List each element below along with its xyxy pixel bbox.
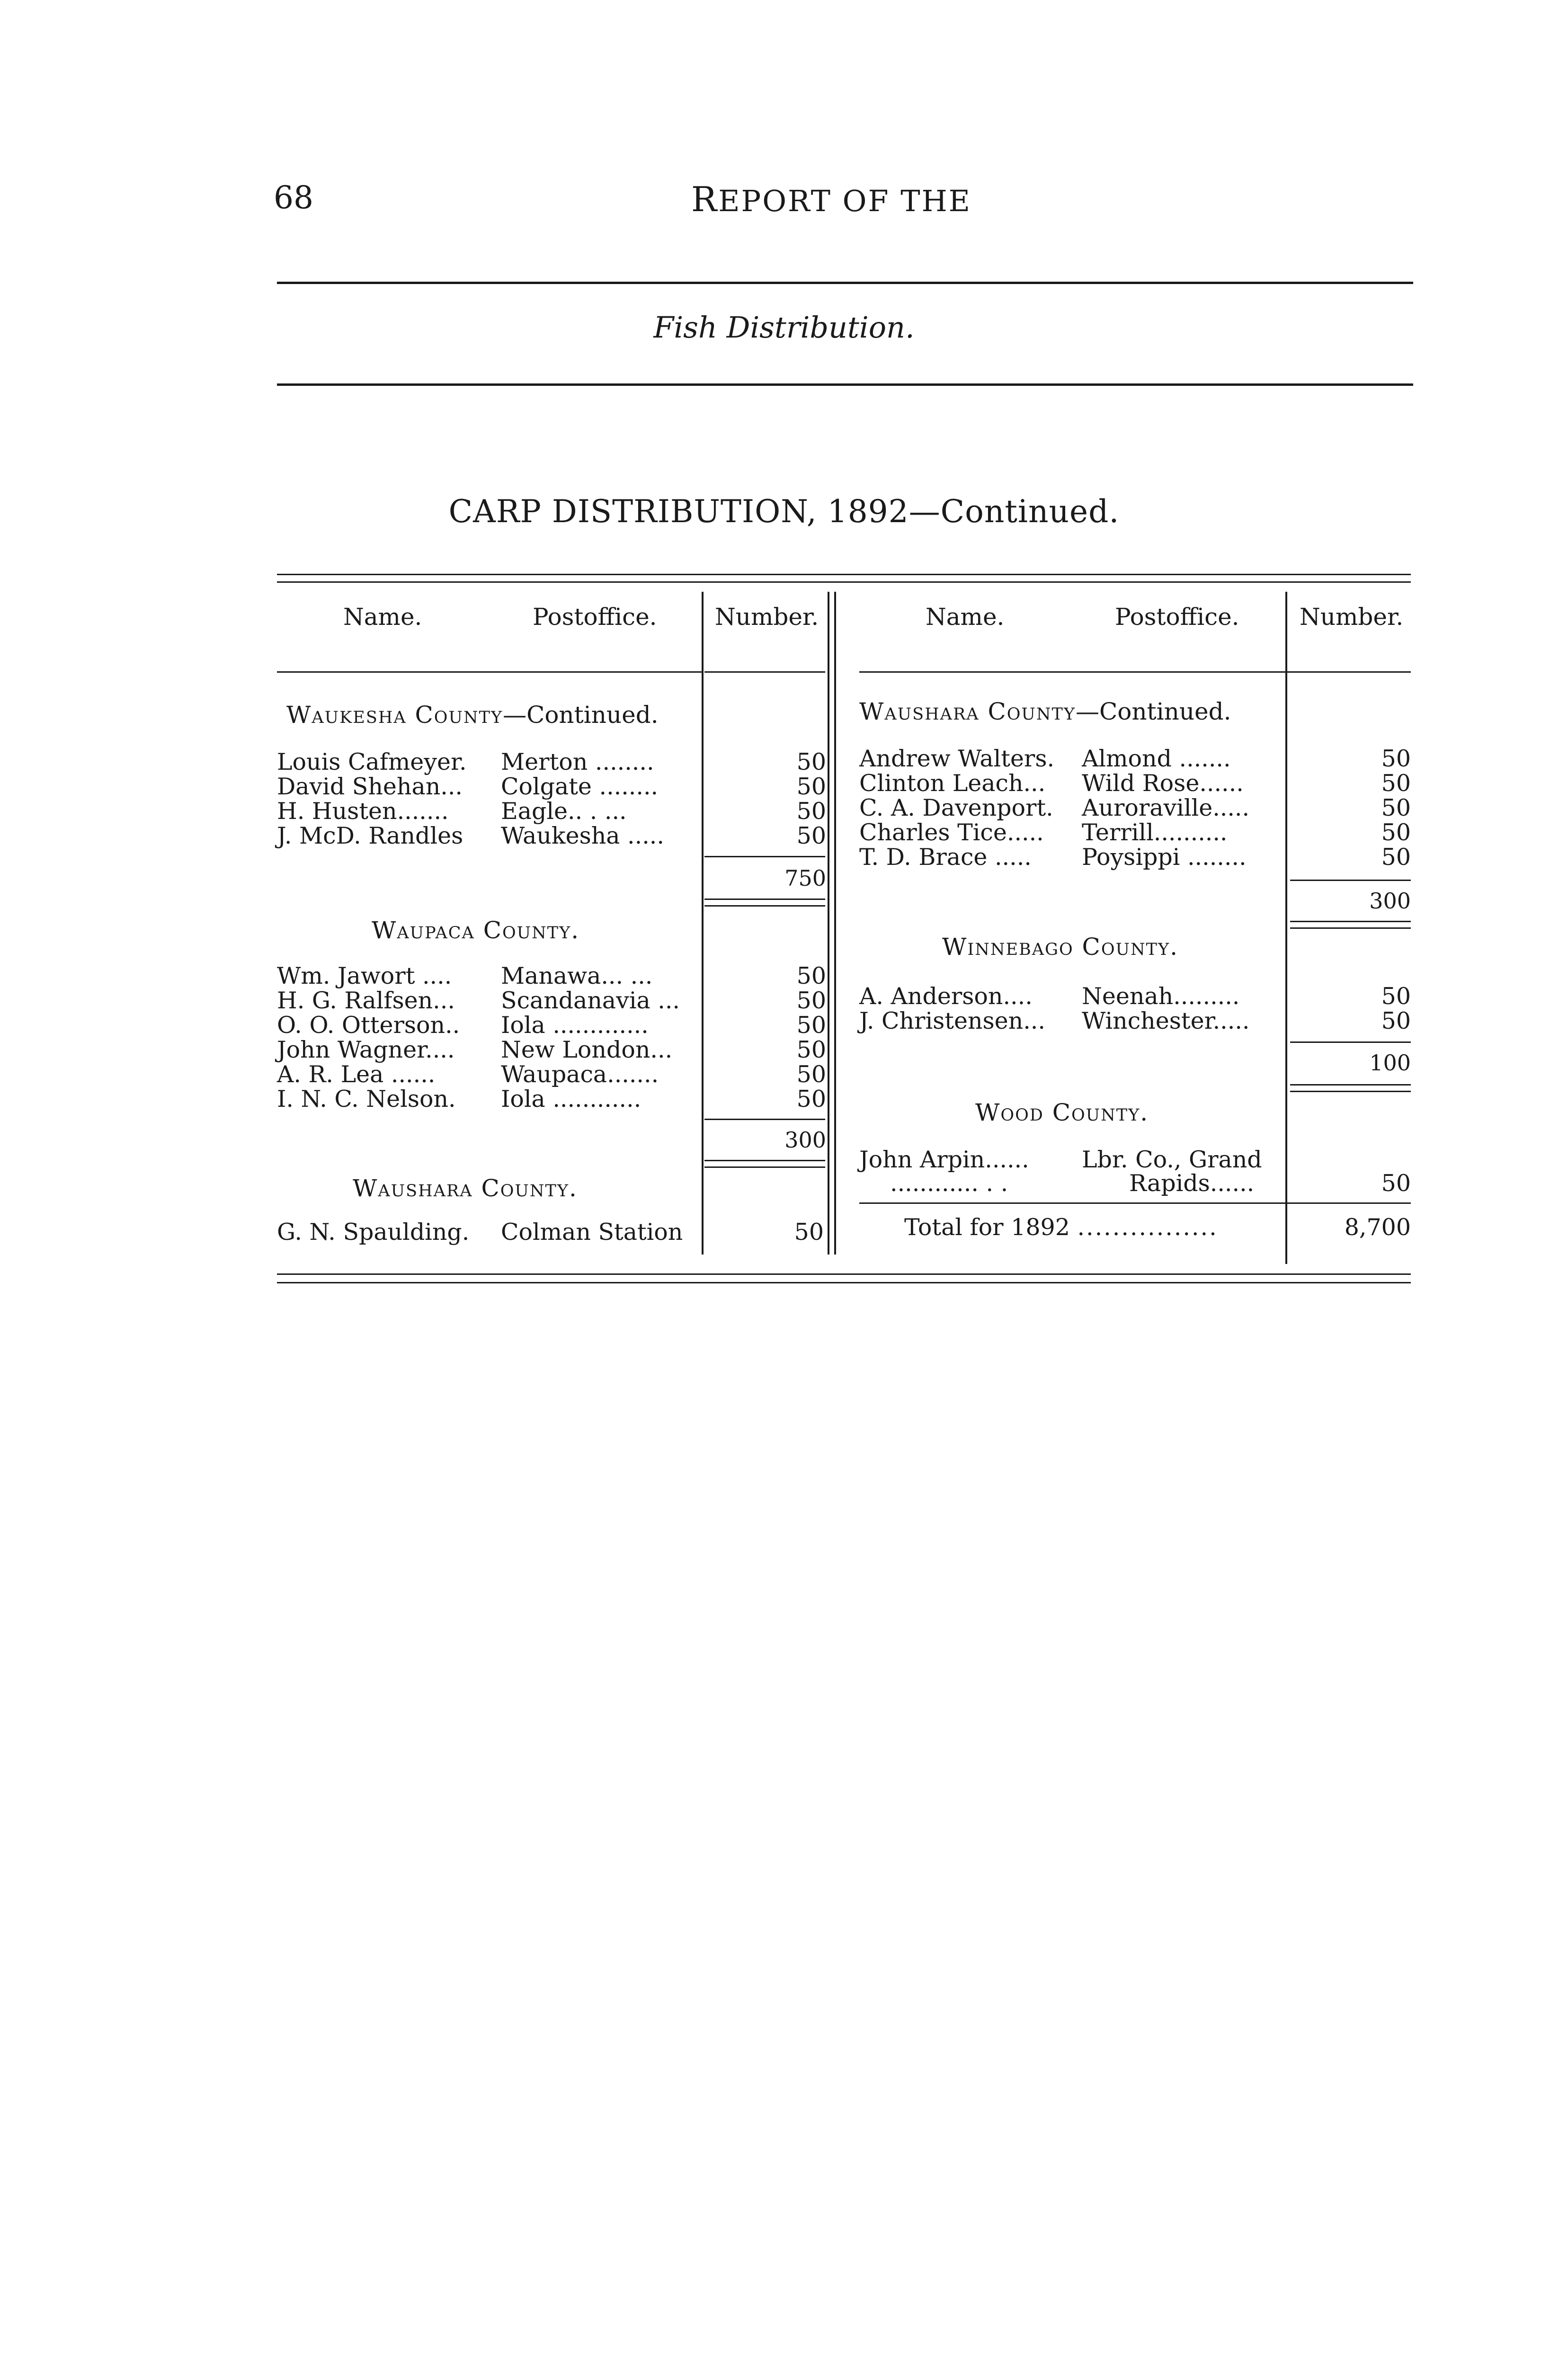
county-heading-wood: Wood County. bbox=[975, 1099, 1149, 1126]
row-name: H. G. Ralfsen... bbox=[277, 987, 455, 1014]
row-number: 50 bbox=[796, 1061, 826, 1088]
row-name: Charles Tice..... bbox=[859, 819, 1044, 846]
county-name: Waushara County bbox=[859, 698, 1076, 725]
table-row bbox=[277, 1220, 469, 1244]
row-number: 50 bbox=[1381, 794, 1411, 821]
row-number: 50 bbox=[796, 1036, 826, 1063]
grand-total-number: 8,700 bbox=[1344, 1214, 1411, 1241]
subtotal-double-rule bbox=[1290, 921, 1411, 922]
vline-center-b bbox=[834, 592, 836, 1255]
table-row-postoffice: Merton ........ bbox=[501, 748, 654, 775]
row-name: I. N. C. Nelson. bbox=[277, 1086, 456, 1112]
row-name: H. Husten....... bbox=[277, 798, 449, 825]
table-bottom-rule bbox=[277, 1273, 1411, 1275]
table-top-rule bbox=[277, 574, 1411, 575]
header-bottom-rule-right bbox=[859, 671, 1411, 673]
row-number: 50 bbox=[796, 773, 826, 800]
table-row-postoffice: Iola ............. bbox=[501, 1012, 649, 1039]
row-number: 50 bbox=[1381, 770, 1411, 797]
table-row-postoffice: Scandanavia ... bbox=[501, 987, 680, 1014]
row-number: 50 bbox=[796, 1012, 826, 1039]
table-row-postoffice: Waukesha ..... bbox=[501, 822, 664, 849]
row-number: 50 bbox=[794, 1219, 824, 1246]
table-row bbox=[859, 821, 1044, 844]
table-row bbox=[859, 845, 1032, 869]
table-row-postoffice: Colman Station bbox=[501, 1219, 683, 1246]
table-row-postoffice: New London... bbox=[501, 1036, 673, 1063]
table-row-postoffice: Wild Rose...... bbox=[1082, 770, 1244, 797]
table-row bbox=[277, 824, 463, 847]
vline-right-number bbox=[1285, 592, 1287, 1264]
continued-label: —Continued. bbox=[1076, 698, 1231, 725]
row-name: J. Christensen... bbox=[859, 1007, 1045, 1034]
table-row-postoffice: Almond ....... bbox=[1082, 745, 1231, 772]
grand-total-text: Total for 1892 bbox=[904, 1214, 1070, 1241]
row-name: T. D. Brace ..... bbox=[859, 844, 1032, 871]
table-row bbox=[277, 1087, 456, 1111]
row-number: 50 bbox=[796, 798, 826, 825]
county-heading-waupaca: Waupaca County. bbox=[372, 917, 580, 944]
header-bottom-rule bbox=[277, 671, 703, 673]
subtotal-double-rule-2 bbox=[1290, 927, 1411, 929]
table-row bbox=[277, 1063, 435, 1086]
table-top-rule-2 bbox=[277, 581, 1411, 583]
table-row-postoffice: Winchester..... bbox=[1082, 1007, 1250, 1034]
county-heading-waushara-cont bbox=[859, 700, 1231, 723]
row-name: John Arpin...... bbox=[859, 1146, 1029, 1173]
grand-total-label bbox=[904, 1216, 1218, 1239]
county-heading-waukesha bbox=[286, 703, 659, 727]
row-number: 50 bbox=[796, 987, 826, 1014]
row-name: John Wagner.... bbox=[277, 1036, 455, 1063]
vline-left-number bbox=[702, 592, 704, 1255]
subtotal-rule bbox=[704, 1119, 825, 1120]
row-name: Louis Cafmeyer. bbox=[277, 748, 467, 775]
row-name: G. N. Spaulding. bbox=[277, 1219, 470, 1246]
row-number: 50 bbox=[1381, 983, 1411, 1010]
subtotal-rule bbox=[1290, 1041, 1411, 1043]
grand-total-leader: ................ bbox=[1077, 1214, 1218, 1241]
table-row-postoffice: Terrill.......... bbox=[1082, 819, 1228, 846]
row-name: A. R. Lea ...... bbox=[277, 1061, 436, 1088]
row-name: O. O. Otterson.. bbox=[277, 1012, 460, 1039]
row-name: Wm. Jawort .... bbox=[277, 962, 452, 989]
subtotal-double-rule bbox=[704, 1160, 825, 1161]
table-row bbox=[859, 1148, 1029, 1171]
county-name: Waukesha County bbox=[286, 701, 503, 729]
table-row bbox=[859, 747, 1054, 770]
row-number: 50 bbox=[796, 1086, 826, 1112]
table-row bbox=[859, 985, 1033, 1008]
row-number: 50 bbox=[1381, 844, 1411, 871]
county-heading-waushara: Waushara County. bbox=[353, 1175, 578, 1202]
table-row-postoffice: Iola ............ bbox=[501, 1086, 641, 1112]
row-number: 50 bbox=[1381, 1170, 1411, 1197]
subtotal-rule bbox=[704, 856, 825, 857]
row-number: 50 bbox=[796, 962, 826, 989]
row-number: 50 bbox=[796, 822, 826, 849]
table-row-postoffice-cont: Rapids...... bbox=[1129, 1170, 1255, 1197]
subtotal-rule bbox=[1290, 880, 1411, 881]
subtotal-winnebago: 100 bbox=[1369, 1050, 1411, 1076]
subtotal-double-rule bbox=[704, 899, 825, 900]
row-name: David Shehan... bbox=[277, 773, 463, 800]
table-row bbox=[277, 989, 455, 1012]
subtotal-waushara: 300 bbox=[1369, 888, 1411, 914]
header-number-right: Number. bbox=[1300, 603, 1404, 631]
table-row-postoffice: Lbr. Co., Grand bbox=[1082, 1146, 1262, 1173]
table-row bbox=[277, 750, 467, 774]
header-postoffice-right: Postoffice. bbox=[1115, 603, 1239, 631]
row-name: Clinton Leach... bbox=[859, 770, 1046, 797]
table-row-postoffice: Auroraville..... bbox=[1082, 794, 1250, 821]
grand-total-top-rule bbox=[859, 1202, 1411, 1204]
table-row-name-leader: ............ . . bbox=[890, 1170, 1008, 1197]
table-row-postoffice: Manawa... ... bbox=[501, 962, 653, 989]
subtotal-waukesha: 750 bbox=[784, 865, 826, 891]
row-name: Andrew Walters. bbox=[859, 745, 1055, 772]
table-row bbox=[859, 772, 1045, 795]
subtotal-double-rule-2 bbox=[1290, 1091, 1411, 1092]
continued-label: —Continued. bbox=[503, 701, 659, 729]
subtotal-waupaca: 300 bbox=[784, 1127, 826, 1153]
table-row-postoffice: Neenah......... bbox=[1082, 983, 1240, 1010]
header-postoffice-left: Postoffice. bbox=[533, 603, 657, 631]
running-head-initial: R bbox=[691, 179, 719, 219]
table-row-postoffice: Poysippi ........ bbox=[1082, 844, 1247, 871]
table-row bbox=[859, 1009, 1045, 1032]
header-bottom-rule-num bbox=[704, 671, 825, 673]
page-number: 68 bbox=[274, 179, 313, 216]
table-row bbox=[277, 800, 449, 823]
table-row bbox=[277, 1038, 454, 1061]
top-rule bbox=[277, 282, 1413, 284]
header-name-left: Name. bbox=[343, 603, 422, 631]
header-name-right: Name. bbox=[926, 603, 1005, 631]
second-rule bbox=[277, 383, 1413, 386]
table-row bbox=[859, 796, 1053, 819]
table-bottom-rule-2 bbox=[277, 1282, 1411, 1283]
county-heading-winnebago: Winnebago County. bbox=[942, 933, 1178, 961]
row-number: 50 bbox=[1381, 819, 1411, 846]
table-row bbox=[277, 964, 452, 988]
table-row bbox=[277, 1014, 460, 1037]
vline-center-a bbox=[828, 592, 829, 1255]
table-row-postoffice: Colgate ........ bbox=[501, 773, 659, 800]
table-row-postoffice: Waupaca....... bbox=[501, 1061, 659, 1088]
row-number: 50 bbox=[1381, 1007, 1411, 1034]
subtotal-double-rule bbox=[1290, 1084, 1411, 1086]
row-number: 50 bbox=[1381, 745, 1411, 772]
running-head bbox=[691, 179, 971, 219]
row-number: 50 bbox=[796, 748, 826, 775]
table-row-postoffice: Eagle.. . ... bbox=[501, 798, 627, 825]
row-name: J. McD. Randles bbox=[277, 822, 463, 849]
subtotal-double-rule-2 bbox=[704, 1166, 825, 1168]
table-row bbox=[277, 775, 463, 798]
subtitle: Fish Distribution. bbox=[653, 310, 915, 345]
row-name: C. A. Davenport. bbox=[859, 794, 1053, 821]
row-name: A. Anderson.... bbox=[859, 983, 1033, 1010]
subtotal-double-rule-2 bbox=[704, 905, 825, 907]
table-title: CARP DISTRIBUTION, 1892—Continued. bbox=[448, 493, 1120, 530]
header-number-left: Number. bbox=[715, 603, 819, 631]
running-head-rest: EPORT OF THE bbox=[718, 184, 971, 218]
